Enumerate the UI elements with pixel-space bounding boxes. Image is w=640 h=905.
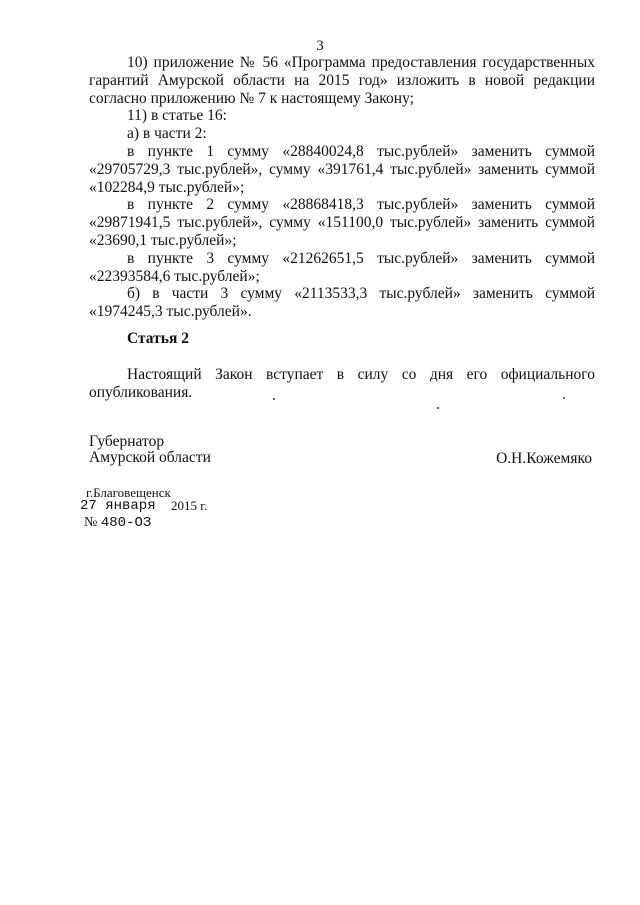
- paragraph-subitem-a: а) в части 2:: [127, 125, 207, 143]
- paragraph-item-11: 11) в статье 16:: [127, 107, 227, 125]
- paragraph-point-1: в пункте 1 сумму «28840024,8 тыс.рублей» заменить суммой «29705729,3 тыс.рублей», сумму «391761,4 тыс.рублей» заменить суммой «102284,9 тыс.рублей»;: [89, 142, 595, 196]
- number-sign: №: [84, 515, 98, 530]
- date-year: 2015 г.: [171, 498, 208, 513]
- law-number: [84, 515, 151, 531]
- paragraph-subitem-b: б) в части 3 сумму «2113533,3 тыс.рублей» заменить суммой «1974245,3 тыс.рублей».: [89, 285, 595, 321]
- scan-speck: [273, 398, 275, 400]
- scan-speck: [563, 397, 565, 399]
- paragraph-point-3: в пункте 3 сумму «21262651,5 тыс.рублей» заменить суммой «22393584,6 тыс.рублей»;: [89, 249, 595, 285]
- signature-name: О.Н.Кожемяко: [496, 450, 592, 467]
- date-day-month: 27 января: [80, 498, 156, 514]
- signature-title: [89, 434, 211, 466]
- signature-title-line1: Губернатор: [89, 433, 165, 450]
- signature-title-line2: Амурской области: [89, 449, 211, 466]
- final-paragraph: Настоящий Закон вступает в силу со дня его официального опубликования.: [89, 366, 595, 401]
- number-value: 480-ОЗ: [100, 515, 152, 531]
- document-body: [89, 54, 595, 321]
- paragraph-item-10: 10) приложение № 56 «Программа предоставления государственных гарантий Амурской области на 2015 год» изложить в новой редакции согласно приложению № 7 к настоящему Закону;: [89, 54, 595, 107]
- date: [80, 498, 208, 514]
- page-number: 3: [316, 38, 324, 54]
- article-heading: Статья 2: [127, 330, 189, 347]
- place: г.Благовещенск: [86, 485, 171, 500]
- scan-speck: [437, 407, 439, 409]
- paragraph-point-2: в пункте 2 сумму «28868418,3 тыс.рублей» заменить суммой «29871941,5 тыс.рублей», сумму «151100,0 тыс.рублей» заменить суммой «23690,1 тыс.рублей»;: [89, 196, 595, 249]
